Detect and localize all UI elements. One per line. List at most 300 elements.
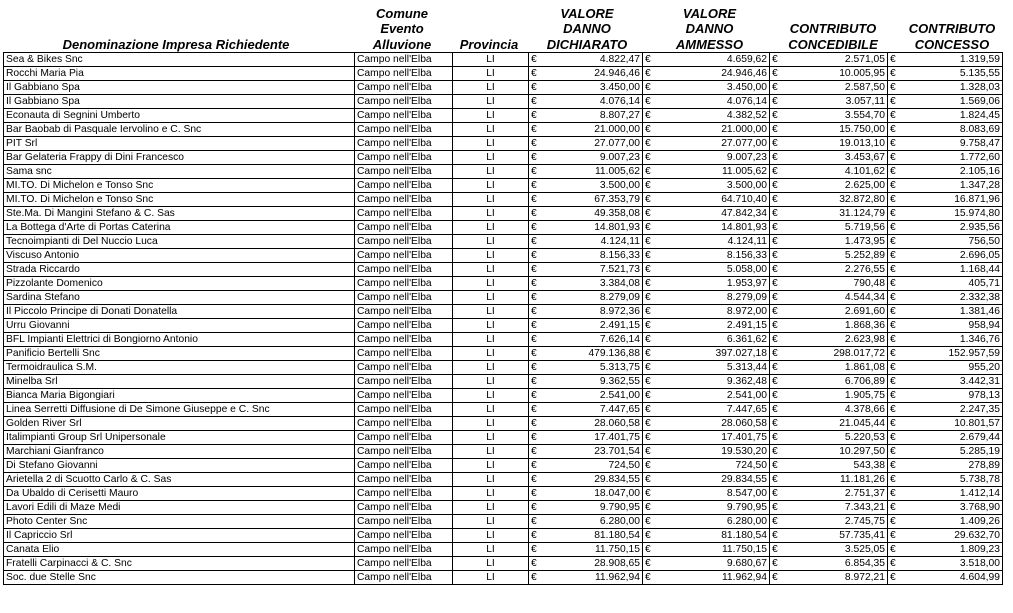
cell-provincia: LI — [453, 291, 529, 305]
currency-symbol: € — [888, 571, 902, 585]
table-row — [4, 445, 1003, 459]
currency-symbol: € — [643, 53, 657, 67]
cell-comune: Campo nell'Elba — [355, 81, 453, 95]
currency-symbol: € — [529, 417, 543, 431]
currency-symbol: € — [529, 277, 543, 291]
cell-contributo-concesso: 1.319,59 — [902, 53, 1003, 67]
cell-contributo-concedibile: 298.017,72 — [784, 347, 888, 361]
currency-symbol: € — [643, 347, 657, 361]
currency-symbol: € — [643, 375, 657, 389]
currency-symbol: € — [888, 95, 902, 109]
cell-valore-dichiarato: 3.450,00 — [543, 81, 643, 95]
cell-valore-ammesso: 47.842,34 — [657, 207, 770, 221]
cell-contributo-concedibile: 1.473,95 — [784, 235, 888, 249]
cell-contributo-concedibile: 1.861,08 — [784, 361, 888, 375]
table-row — [4, 249, 1003, 263]
cell-denominazione: Sea & Bikes Snc — [4, 53, 355, 67]
cell-denominazione: Strada Riccardo — [4, 263, 355, 277]
cell-provincia: LI — [453, 319, 529, 333]
cell-denominazione: Canata Elio — [4, 543, 355, 557]
cell-contributo-concedibile: 10.005,95 — [784, 67, 888, 81]
cell-contributo-concedibile: 1.905,75 — [784, 389, 888, 403]
header-line: AMMESSO — [675, 36, 744, 52]
cell-valore-dichiarato: 6.280,00 — [543, 515, 643, 529]
cell-comune: Campo nell'Elba — [355, 53, 453, 67]
currency-symbol: € — [643, 81, 657, 95]
cell-contributo-concesso: 958,94 — [902, 319, 1003, 333]
cell-valore-ammesso: 8.279,09 — [657, 291, 770, 305]
cell-comune: Campo nell'Elba — [355, 375, 453, 389]
currency-symbol: € — [643, 473, 657, 487]
header-line: DANNO — [685, 21, 734, 36]
table-row — [4, 417, 1003, 431]
cell-provincia: LI — [453, 375, 529, 389]
cell-valore-dichiarato: 14.801,93 — [543, 221, 643, 235]
cell-comune: Campo nell'Elba — [355, 291, 453, 305]
cell-denominazione: Minelba Srl — [4, 375, 355, 389]
table-row — [4, 529, 1003, 543]
header-valore-ammesso — [647, 6, 772, 53]
cell-denominazione: Soc. due Stelle Snc — [4, 571, 355, 585]
cell-valore-ammesso: 29.834,55 — [657, 473, 770, 487]
currency-symbol: € — [770, 53, 784, 67]
currency-symbol: € — [643, 403, 657, 417]
currency-symbol: € — [643, 235, 657, 249]
cell-contributo-concesso: 1.168,44 — [902, 263, 1003, 277]
cell-denominazione: Il Gabbiano Spa — [4, 95, 355, 109]
cell-provincia: LI — [453, 179, 529, 193]
cell-valore-ammesso: 9.007,23 — [657, 151, 770, 165]
currency-symbol: € — [529, 501, 543, 515]
table-row — [4, 179, 1003, 193]
cell-contributo-concesso: 5.135,55 — [902, 67, 1003, 81]
cell-comune: Campo nell'Elba — [355, 207, 453, 221]
cell-comune: Campo nell'Elba — [355, 137, 453, 151]
currency-symbol: € — [643, 557, 657, 571]
cell-provincia: LI — [453, 53, 529, 67]
cell-provincia: LI — [453, 67, 529, 81]
cell-contributo-concesso: 1.809,23 — [902, 543, 1003, 557]
cell-provincia: LI — [453, 529, 529, 543]
cell-comune: Campo nell'Elba — [355, 193, 453, 207]
cell-valore-ammesso: 2.541,00 — [657, 389, 770, 403]
cell-valore-dichiarato: 23.701,54 — [543, 445, 643, 459]
cell-contributo-concedibile: 5.252,89 — [784, 249, 888, 263]
currency-symbol: € — [643, 543, 657, 557]
currency-symbol: € — [529, 305, 543, 319]
cell-denominazione: Da Ubaldo di Cerisetti Mauro — [4, 487, 355, 501]
currency-symbol: € — [888, 291, 902, 305]
currency-symbol: € — [529, 179, 543, 193]
header-line: CONTRIBUTO — [789, 21, 877, 36]
cell-contributo-concesso: 2.105,16 — [902, 165, 1003, 179]
cell-provincia: LI — [453, 571, 529, 585]
cell-denominazione: Bar Baobab di Pasquale Iervolino e C. Snc — [4, 123, 355, 137]
cell-comune: Campo nell'Elba — [355, 123, 453, 137]
table-row — [4, 375, 1003, 389]
cell-contributo-concedibile: 4.378,66 — [784, 403, 888, 417]
currency-symbol: € — [888, 515, 902, 529]
table-row — [4, 277, 1003, 291]
currency-symbol: € — [643, 361, 657, 375]
cell-valore-ammesso: 17.401,75 — [657, 431, 770, 445]
currency-symbol: € — [643, 179, 657, 193]
cell-valore-dichiarato: 2.541,00 — [543, 389, 643, 403]
table-row — [4, 193, 1003, 207]
cell-denominazione: Italimpianti Group Srl Unipersonale — [4, 431, 355, 445]
cell-valore-ammesso: 11.005,62 — [657, 165, 770, 179]
cell-provincia: LI — [453, 445, 529, 459]
cell-denominazione: Arietella 2 di Scuotto Carlo & C. Sas — [4, 473, 355, 487]
currency-symbol: € — [770, 137, 784, 151]
cell-contributo-concedibile: 2.751,37 — [784, 487, 888, 501]
header-line: Alluvione — [372, 36, 432, 52]
currency-symbol: € — [643, 95, 657, 109]
cell-provincia: LI — [453, 193, 529, 207]
cell-valore-ammesso: 7.447,65 — [657, 403, 770, 417]
cell-valore-dichiarato: 4.822,47 — [543, 53, 643, 67]
currency-symbol: € — [643, 193, 657, 207]
currency-symbol: € — [888, 375, 902, 389]
cell-comune: Campo nell'Elba — [355, 501, 453, 515]
cell-valore-ammesso: 4.659,62 — [657, 53, 770, 67]
cell-provincia: LI — [453, 487, 529, 501]
currency-symbol: € — [888, 333, 902, 347]
currency-symbol: € — [643, 529, 657, 543]
cell-contributo-concesso: 3.442,31 — [902, 375, 1003, 389]
cell-comune: Campo nell'Elba — [355, 459, 453, 473]
cell-comune: Campo nell'Elba — [355, 151, 453, 165]
cell-valore-dichiarato: 9.790,95 — [543, 501, 643, 515]
cell-provincia: LI — [453, 361, 529, 375]
currency-symbol: € — [529, 557, 543, 571]
currency-symbol: € — [888, 473, 902, 487]
cell-provincia: LI — [453, 333, 529, 347]
currency-symbol: € — [770, 305, 784, 319]
currency-symbol: € — [529, 81, 543, 95]
header-comune — [354, 6, 450, 53]
cell-valore-ammesso: 6.361,62 — [657, 333, 770, 347]
cell-provincia: LI — [453, 305, 529, 319]
cell-denominazione: Sardina Stefano — [4, 291, 355, 305]
table-row — [4, 123, 1003, 137]
header-line: Denominazione Impresa Richiedente — [62, 36, 290, 52]
cell-comune: Campo nell'Elba — [355, 403, 453, 417]
currency-symbol: € — [529, 207, 543, 221]
cell-valore-dichiarato: 18.047,00 — [543, 487, 643, 501]
cell-contributo-concesso: 4.604,99 — [902, 571, 1003, 585]
cell-valore-dichiarato: 11.750,15 — [543, 543, 643, 557]
currency-symbol: € — [888, 165, 902, 179]
cell-provincia: LI — [453, 123, 529, 137]
cell-provincia: LI — [453, 221, 529, 235]
currency-symbol: € — [888, 235, 902, 249]
cell-provincia: LI — [453, 235, 529, 249]
cell-denominazione: Sama snc — [4, 165, 355, 179]
currency-symbol: € — [770, 347, 784, 361]
cell-valore-dichiarato: 479.136,88 — [543, 347, 643, 361]
header-line: Comune — [376, 5, 428, 21]
currency-symbol: € — [643, 417, 657, 431]
cell-denominazione: Photo Center Snc — [4, 515, 355, 529]
currency-symbol: € — [770, 67, 784, 81]
cell-provincia: LI — [453, 263, 529, 277]
cell-comune: Campo nell'Elba — [355, 431, 453, 445]
currency-symbol: € — [643, 165, 657, 179]
currency-symbol: € — [529, 95, 543, 109]
currency-symbol: € — [888, 277, 902, 291]
cell-contributo-concedibile: 5.220,53 — [784, 431, 888, 445]
cell-contributo-concedibile: 543,38 — [784, 459, 888, 473]
cell-valore-dichiarato: 8.156,33 — [543, 249, 643, 263]
currency-symbol: € — [888, 137, 902, 151]
cell-contributo-concedibile: 4.544,34 — [784, 291, 888, 305]
cell-contributo-concesso: 2.935,56 — [902, 221, 1003, 235]
currency-symbol: € — [529, 473, 543, 487]
cell-contributo-concesso: 2.679,44 — [902, 431, 1003, 445]
cell-valore-dichiarato: 2.491,15 — [543, 319, 643, 333]
cell-provincia: LI — [453, 543, 529, 557]
currency-symbol: € — [888, 67, 902, 81]
currency-symbol: € — [529, 543, 543, 557]
currency-symbol: € — [888, 417, 902, 431]
cell-valore-dichiarato: 67.353,79 — [543, 193, 643, 207]
table-row — [4, 291, 1003, 305]
currency-symbol: € — [529, 403, 543, 417]
cell-valore-dichiarato: 27.077,00 — [543, 137, 643, 151]
currency-symbol: € — [643, 207, 657, 221]
currency-symbol: € — [770, 543, 784, 557]
cell-denominazione: Urru Giovanni — [4, 319, 355, 333]
cell-comune: Campo nell'Elba — [355, 347, 453, 361]
currency-symbol: € — [529, 361, 543, 375]
currency-symbol: € — [770, 431, 784, 445]
cell-contributo-concedibile: 2.623,98 — [784, 333, 888, 347]
cell-provincia: LI — [453, 109, 529, 123]
cell-valore-ammesso: 5.313,44 — [657, 361, 770, 375]
cell-contributo-concesso: 1.772,60 — [902, 151, 1003, 165]
table-row — [4, 81, 1003, 95]
cell-denominazione: Tecnoimpianti di Del Nuccio Luca — [4, 235, 355, 249]
cell-contributo-concesso: 2.332,38 — [902, 291, 1003, 305]
cell-comune: Campo nell'Elba — [355, 263, 453, 277]
header-line: Evento — [380, 21, 424, 36]
cell-provincia: LI — [453, 207, 529, 221]
cell-valore-dichiarato: 8.807,27 — [543, 109, 643, 123]
cell-contributo-concedibile: 6.854,35 — [784, 557, 888, 571]
currency-symbol: € — [529, 319, 543, 333]
table-row — [4, 403, 1003, 417]
currency-symbol: € — [643, 389, 657, 403]
cell-valore-ammesso: 3.450,00 — [657, 81, 770, 95]
currency-symbol: € — [770, 459, 784, 473]
cell-denominazione: Golden River Srl — [4, 417, 355, 431]
cell-valore-dichiarato: 7.447,65 — [543, 403, 643, 417]
cell-contributo-concesso: 1.381,46 — [902, 305, 1003, 319]
currency-symbol: € — [529, 53, 543, 67]
table-row — [4, 165, 1003, 179]
currency-symbol: € — [643, 319, 657, 333]
currency-symbol: € — [888, 207, 902, 221]
currency-symbol: € — [643, 431, 657, 445]
currency-symbol: € — [770, 179, 784, 193]
currency-symbol: € — [770, 249, 784, 263]
cell-comune: Campo nell'Elba — [355, 361, 453, 375]
currency-symbol: € — [643, 333, 657, 347]
cell-provincia: LI — [453, 501, 529, 515]
cell-comune: Campo nell'Elba — [355, 543, 453, 557]
cell-denominazione: Fratelli Carpinacci & C. Snc — [4, 557, 355, 571]
currency-symbol: € — [643, 221, 657, 235]
cell-valore-dichiarato: 5.313,75 — [543, 361, 643, 375]
cell-contributo-concesso: 1.824,45 — [902, 109, 1003, 123]
cell-comune: Campo nell'Elba — [355, 179, 453, 193]
currency-symbol: € — [888, 543, 902, 557]
table-row — [4, 431, 1003, 445]
currency-symbol: € — [888, 347, 902, 361]
table-row — [4, 501, 1003, 515]
cell-denominazione: Ste.Ma. Di Mangini Stefano & C. Sas — [4, 207, 355, 221]
table-row — [4, 333, 1003, 347]
currency-symbol: € — [529, 109, 543, 123]
currency-symbol: € — [888, 431, 902, 445]
currency-symbol: € — [643, 291, 657, 305]
header-line: DICHIARATO — [546, 36, 628, 52]
cell-valore-ammesso: 64.710,40 — [657, 193, 770, 207]
cell-contributo-concesso: 955,20 — [902, 361, 1003, 375]
cell-provincia: LI — [453, 557, 529, 571]
cell-comune: Campo nell'Elba — [355, 109, 453, 123]
currency-symbol: € — [770, 221, 784, 235]
cell-valore-ammesso: 21.000,00 — [657, 123, 770, 137]
cell-valore-ammesso: 11.750,15 — [657, 543, 770, 557]
cell-contributo-concedibile: 2.276,55 — [784, 263, 888, 277]
cell-provincia: LI — [453, 417, 529, 431]
currency-symbol: € — [770, 81, 784, 95]
currency-symbol: € — [770, 557, 784, 571]
table-row — [4, 95, 1003, 109]
cell-comune: Campo nell'Elba — [355, 305, 453, 319]
currency-symbol: € — [888, 501, 902, 515]
currency-symbol: € — [770, 235, 784, 249]
cell-valore-ammesso: 3.500,00 — [657, 179, 770, 193]
cell-denominazione: MI.TO. Di Michelon e Tonso Snc — [4, 179, 355, 193]
currency-symbol: € — [643, 263, 657, 277]
currency-symbol: € — [529, 193, 543, 207]
cell-comune: Campo nell'Elba — [355, 95, 453, 109]
cell-contributo-concesso: 3.518,00 — [902, 557, 1003, 571]
currency-symbol: € — [888, 81, 902, 95]
cell-valore-dichiarato: 724,50 — [543, 459, 643, 473]
currency-symbol: € — [643, 151, 657, 165]
cell-provincia: LI — [453, 431, 529, 445]
cell-valore-ammesso: 8.156,33 — [657, 249, 770, 263]
cell-contributo-concesso: 3.768,90 — [902, 501, 1003, 515]
cell-valore-ammesso: 4.382,52 — [657, 109, 770, 123]
cell-provincia: LI — [453, 95, 529, 109]
currency-symbol: € — [643, 515, 657, 529]
currency-symbol: € — [770, 403, 784, 417]
currency-symbol: € — [770, 95, 784, 109]
cell-contributo-concedibile: 790,48 — [784, 277, 888, 291]
table-row — [4, 543, 1003, 557]
currency-symbol: € — [770, 207, 784, 221]
currency-symbol: € — [770, 263, 784, 277]
cell-provincia: LI — [453, 165, 529, 179]
table-row — [4, 207, 1003, 221]
currency-symbol: € — [770, 193, 784, 207]
cell-contributo-concedibile: 2.587,50 — [784, 81, 888, 95]
cell-contributo-concesso: 1.412,14 — [902, 487, 1003, 501]
currency-symbol: € — [888, 403, 902, 417]
cell-contributo-concesso: 8.083,69 — [902, 123, 1003, 137]
cell-provincia: LI — [453, 137, 529, 151]
cell-contributo-concedibile: 3.453,67 — [784, 151, 888, 165]
cell-provincia: LI — [453, 277, 529, 291]
table-row — [4, 109, 1003, 123]
currency-symbol: € — [888, 361, 902, 375]
cell-contributo-concesso: 5.285,19 — [902, 445, 1003, 459]
table-row — [4, 361, 1003, 375]
table-row — [4, 263, 1003, 277]
cell-contributo-concesso: 5.738,78 — [902, 473, 1003, 487]
currency-symbol: € — [770, 375, 784, 389]
currency-symbol: € — [529, 165, 543, 179]
header-contributo-concesso — [894, 21, 1010, 52]
currency-symbol: € — [888, 123, 902, 137]
cell-contributo-concesso: 9.758,47 — [902, 137, 1003, 151]
cell-comune: Campo nell'Elba — [355, 319, 453, 333]
cell-comune: Campo nell'Elba — [355, 235, 453, 249]
table-header — [0, 0, 1013, 52]
currency-symbol: € — [770, 389, 784, 403]
currency-symbol: € — [643, 487, 657, 501]
cell-contributo-concedibile: 3.525,05 — [784, 543, 888, 557]
cell-contributo-concedibile: 31.124,79 — [784, 207, 888, 221]
cell-contributo-concesso: 152.957,59 — [902, 347, 1003, 361]
currency-symbol: € — [770, 123, 784, 137]
cell-valore-dichiarato: 8.972,36 — [543, 305, 643, 319]
cell-denominazione: Il Gabbiano Spa — [4, 81, 355, 95]
cell-valore-ammesso: 397.027,18 — [657, 347, 770, 361]
cell-denominazione: Di Stefano Giovanni — [4, 459, 355, 473]
currency-symbol: € — [888, 319, 902, 333]
currency-symbol: € — [643, 67, 657, 81]
cell-provincia: LI — [453, 81, 529, 95]
cell-contributo-concedibile: 2.691,60 — [784, 305, 888, 319]
table-row — [4, 67, 1003, 81]
cell-valore-dichiarato: 7.521,73 — [543, 263, 643, 277]
currency-symbol: € — [770, 501, 784, 515]
table-row — [4, 53, 1003, 67]
currency-symbol: € — [888, 53, 902, 67]
cell-comune: Campo nell'Elba — [355, 557, 453, 571]
cell-valore-dichiarato: 7.626,14 — [543, 333, 643, 347]
cell-denominazione: Bar Gelateria Frappy di Dini Francesco — [4, 151, 355, 165]
cell-comune: Campo nell'Elba — [355, 515, 453, 529]
cell-comune: Campo nell'Elba — [355, 221, 453, 235]
cell-valore-dichiarato: 81.180,54 — [543, 529, 643, 543]
cell-contributo-concesso: 756,50 — [902, 235, 1003, 249]
currency-symbol: € — [888, 193, 902, 207]
cell-valore-dichiarato: 4.124,11 — [543, 235, 643, 249]
currency-symbol: € — [888, 305, 902, 319]
currency-symbol: € — [643, 109, 657, 123]
cell-contributo-concedibile: 5.719,56 — [784, 221, 888, 235]
currency-symbol: € — [888, 557, 902, 571]
currency-symbol: € — [770, 529, 784, 543]
cell-valore-ammesso: 14.801,93 — [657, 221, 770, 235]
